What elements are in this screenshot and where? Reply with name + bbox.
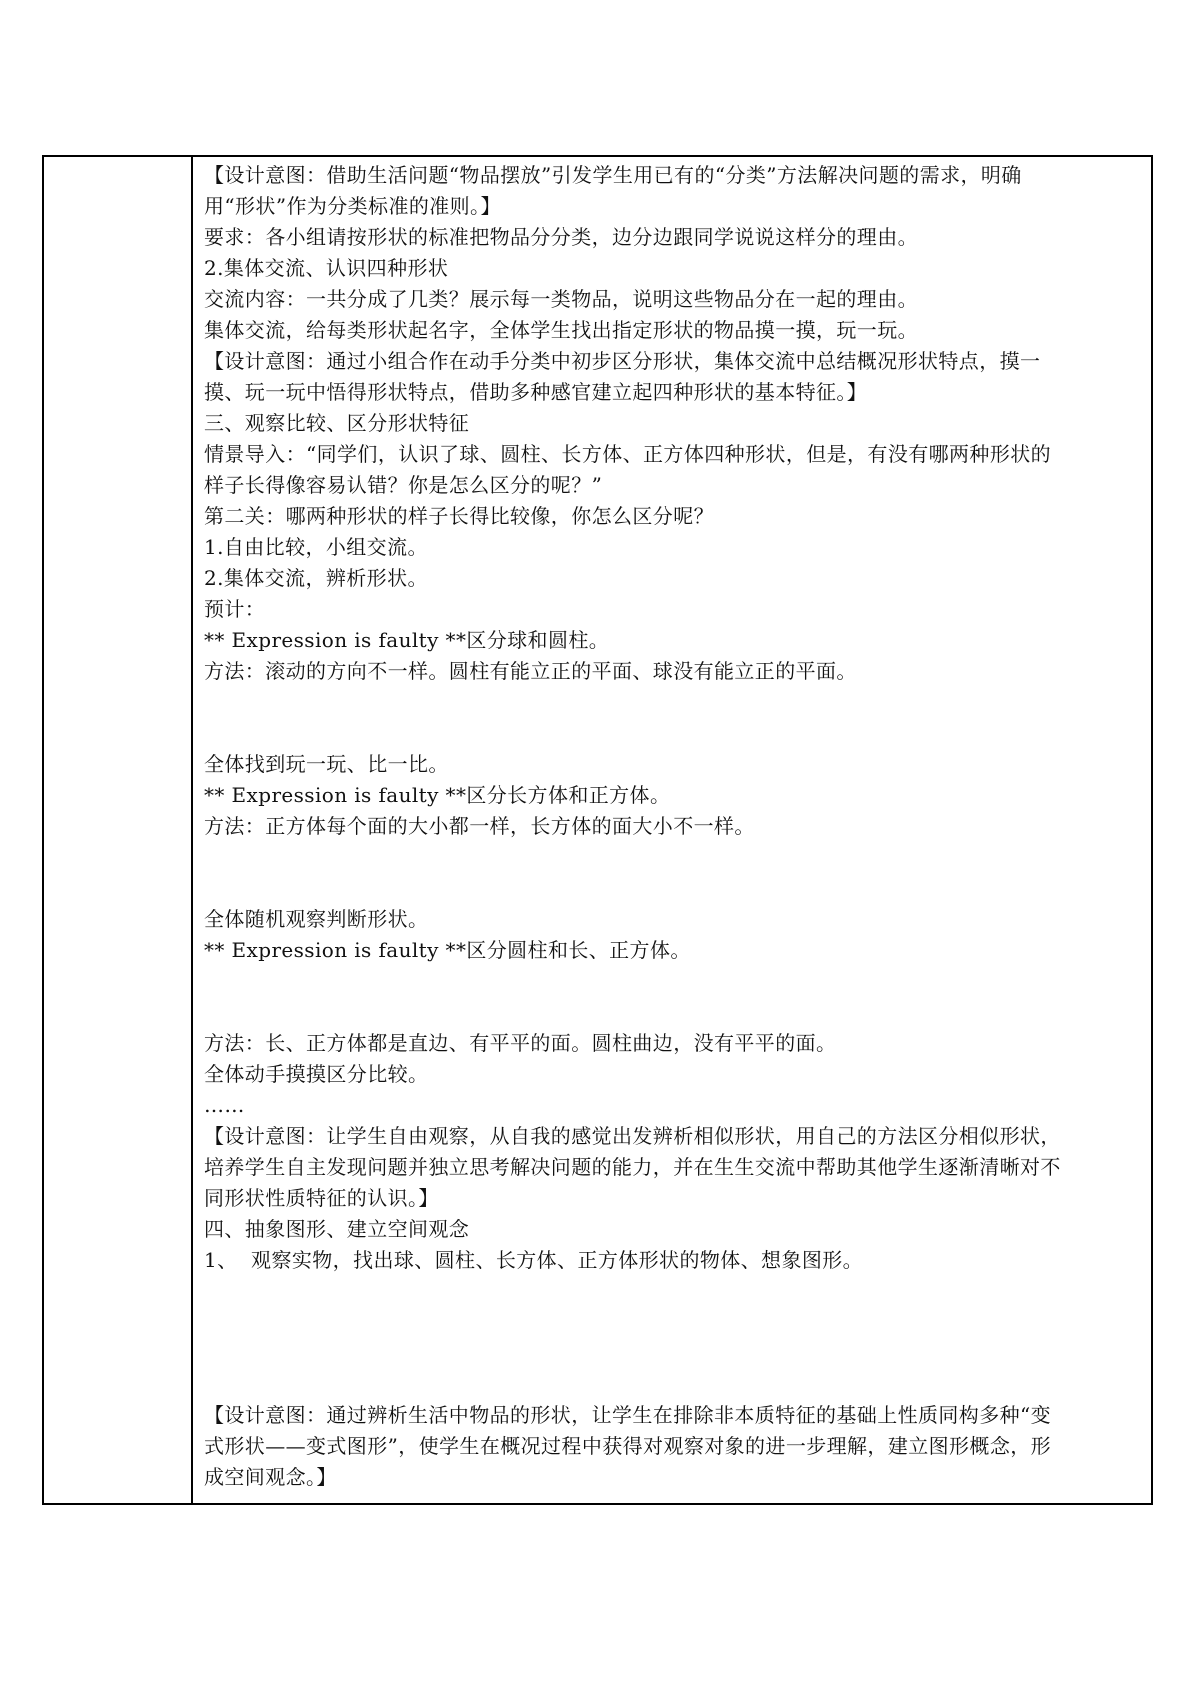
text-line: 培养学生自主发现问题并独立思考解决问题的能力，并在生生交流中帮助其他学生逐渐清晰对不 <box>204 1155 1061 1179</box>
text-line: 1.自由比较，小组交流。 <box>204 535 428 559</box>
text-line: 【设计意图：通过小组合作在动手分类中初步区分形状，集体交流中总结概况形状特点，摸一 <box>204 349 1041 373</box>
text-line: 同形状性质特征的认识。】 <box>204 1186 439 1210</box>
blank-space <box>204 1276 1144 1307</box>
text-line: 2.集体交流，辨析形状。 <box>204 566 428 590</box>
text-line: 全体找到玩一玩、比一比。 <box>204 752 449 776</box>
text-line: ** Expression is faulty **区分圆柱和长、正方体。 <box>204 938 691 962</box>
text-line: 方法：长、正方体都是直边、有平平的面。圆柱曲边，没有平平的面。 <box>204 1031 837 1055</box>
text-line: 全体随机观察判断形状。 <box>204 907 429 931</box>
text-line: 【设计意图：借助生活问题“物品摆放”引发学生用已有的“分类”方法解决问题的需求，明确 <box>204 163 1022 187</box>
text-line: 1、 观察实物，找出球、圆柱、长方体、正方体形状的物体、想象图形。 <box>204 1248 864 1272</box>
blank-space <box>204 873 1144 904</box>
blank-space <box>204 1369 1144 1400</box>
section-heading: 四、抽象图形、建立空间观念 <box>204 1217 470 1241</box>
text-line: 用“形状”作为分类标准的准则。】 <box>204 194 501 218</box>
text-line: …… <box>204 1093 245 1117</box>
text-line: 情景导入：“同学们，认识了球、圆柱、长方体、正方体四种形状，但是，有没有哪两种形状的 <box>204 442 1052 466</box>
lesson-content-cell <box>204 160 1144 1493</box>
blank-space <box>204 1338 1144 1369</box>
text-line: 样子长得像容易认错？你是怎么区分的呢？” <box>204 473 603 497</box>
text-line: 第二关：哪两种形状的样子长得比较像，你怎么区分呢？ <box>204 504 714 528</box>
text-line: 方法：正方体每个面的大小都一样，长方体的面大小不一样。 <box>204 814 755 838</box>
text-line: 方法：滚动的方向不一样。圆柱有能立正的平面、球没有能立正的平面。 <box>204 659 857 683</box>
text-line: 集体交流，给每类形状起名字，全体学生找出指定形状的物品摸一摸，玩一玩。 <box>204 318 918 342</box>
text-line: 【设计意图：让学生自由观察，从自我的感觉出发辨析相似形状，用自己的方法区分相似形状， <box>204 1124 1061 1148</box>
blank-space <box>204 842 1144 873</box>
text-line: ** Expression is faulty **区分球和圆柱。 <box>204 628 610 652</box>
text-line: 成空间观念。】 <box>204 1465 337 1489</box>
blank-space <box>204 997 1144 1028</box>
text-line: 式形状——变式图形”，使学生在概况过程中获得对观察对象的进一步理解，建立图形概念，形 <box>204 1434 1052 1458</box>
text-line: 要求：各小组请按形状的标准把物品分分类，边分边跟同学说说这样分的理由。 <box>204 225 918 249</box>
text-line: 交流内容：一共分成了几类？展示每一类物品，说明这些物品分在一起的理由。 <box>204 287 918 311</box>
text-line: 2.集体交流、认识四种形状 <box>204 256 449 280</box>
text-line: ** Expression is faulty **区分长方体和正方体。 <box>204 783 671 807</box>
text-line: 全体动手摸摸区分比较。 <box>204 1062 429 1086</box>
blank-space <box>204 718 1144 749</box>
blank-space <box>204 687 1144 718</box>
column-divider <box>191 155 193 1505</box>
blank-space <box>204 966 1144 997</box>
text-line: 摸、玩一玩中悟得形状特点，借助多种感官建立起四种形状的基本特征。】 <box>204 380 868 404</box>
text-line: 【设计意图：通过辨析生活中物品的形状，让学生在排除非本质特征的基础上性质同构多种“变 <box>204 1403 1052 1427</box>
blank-space <box>204 1307 1144 1338</box>
section-heading: 三、观察比较、区分形状特征 <box>204 411 470 435</box>
text-line: 预计： <box>204 597 266 621</box>
